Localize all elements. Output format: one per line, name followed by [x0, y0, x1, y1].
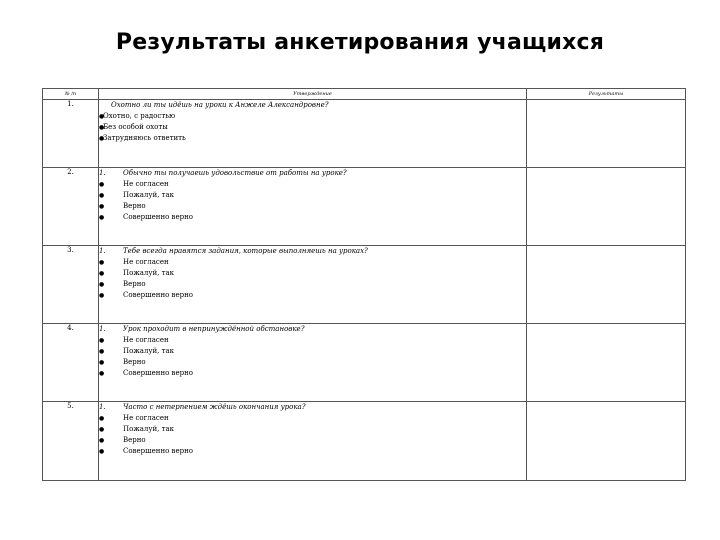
- question-enum: 1.: [99, 169, 106, 177]
- bullet-icon: ●: [99, 415, 105, 422]
- answer-option: [99, 212, 526, 223]
- result-cell: [527, 100, 686, 168]
- bullet-icon: ●: [99, 359, 105, 366]
- question-text: Урок проходит в непринуждённой обстановке?: [123, 325, 305, 333]
- option-label: Не согласен: [123, 336, 169, 344]
- question-line: [99, 168, 526, 179]
- bullet-icon: ●: [99, 370, 105, 377]
- answer-option: [99, 133, 526, 144]
- answer-option: [99, 257, 526, 268]
- table-header-row: [43, 89, 686, 100]
- answer-option: [99, 201, 526, 212]
- option-label: Совершенно верно: [123, 447, 193, 455]
- option-label: Совершенно верно: [123, 369, 193, 377]
- option-label: Верно: [123, 202, 146, 210]
- option-label: Пожалуй, так: [123, 191, 175, 199]
- answer-option: [99, 122, 526, 133]
- option-label: Пожалуй, так: [123, 425, 175, 433]
- question-cell: [99, 246, 527, 324]
- survey-table: [42, 88, 686, 481]
- page-title: Результаты анкетирования учащихся: [115, 30, 605, 55]
- question-text: Тебе всегда нравятся задания, которые выполняешь на уроках?: [123, 247, 368, 255]
- answer-option: [99, 179, 526, 190]
- row-number: 5.: [43, 402, 99, 481]
- result-cell: [527, 402, 686, 481]
- header-question: Утверждение: [99, 89, 527, 100]
- bullet-icon: ●: [99, 113, 105, 120]
- bullet-icon: ●: [99, 214, 105, 221]
- answer-option: [99, 424, 526, 435]
- option-label: Не согласен: [123, 414, 169, 422]
- answer-option: [99, 346, 526, 357]
- bullet-icon: ●: [99, 124, 105, 131]
- question-cell: [99, 324, 527, 402]
- bullet-icon: ●: [99, 192, 105, 199]
- question-enum: 1.: [99, 403, 106, 411]
- bullet-icon: ●: [99, 135, 105, 142]
- answer-option: [99, 368, 526, 379]
- answer-option: [99, 413, 526, 424]
- header-number: № /п: [43, 89, 99, 100]
- answer-option: [99, 279, 526, 290]
- question-line: [99, 246, 526, 257]
- bullet-icon: ●: [99, 348, 105, 355]
- question-cell: [99, 168, 527, 246]
- question-enum: 1.: [99, 247, 106, 255]
- row-number: 3.: [43, 246, 99, 324]
- answer-option: [99, 335, 526, 346]
- bullet-icon: ●: [99, 281, 105, 288]
- question-cell: [99, 100, 527, 168]
- answer-option: [99, 446, 526, 457]
- result-cell: [527, 246, 686, 324]
- answer-option: [99, 435, 526, 446]
- option-label: Охотно, с радостью: [103, 112, 176, 120]
- option-label: Совершенно верно: [123, 291, 193, 299]
- table-row: [43, 402, 686, 481]
- bullet-icon: ●: [99, 181, 105, 188]
- option-label: Без особой охоты: [103, 123, 168, 131]
- option-label: Верно: [123, 436, 146, 444]
- bullet-icon: ●: [99, 437, 105, 444]
- answer-option: [99, 111, 526, 122]
- bullet-icon: ●: [99, 203, 105, 210]
- option-label: Верно: [123, 358, 146, 366]
- table-row: [43, 246, 686, 324]
- bullet-icon: ●: [99, 426, 105, 433]
- row-number: 1.: [43, 100, 99, 168]
- result-cell: [527, 324, 686, 402]
- question-enum: 1.: [99, 325, 106, 333]
- question-line: [99, 402, 526, 413]
- option-label: Не согласен: [123, 258, 169, 266]
- bullet-icon: ●: [99, 270, 105, 277]
- option-label: Пожалуй, так: [123, 347, 175, 355]
- bullet-icon: ●: [99, 259, 105, 266]
- answer-option: [99, 190, 526, 201]
- question-text: Часто с нетерпением ждёшь окончания урока?: [123, 403, 306, 411]
- question-text: Обычно ты получаешь удовольствие от работы на уроке?: [123, 169, 347, 177]
- answer-option: [99, 290, 526, 301]
- bullet-icon: ●: [99, 337, 105, 344]
- answer-option: [99, 268, 526, 279]
- option-label: Совершенно верно: [123, 213, 193, 221]
- table-row: [43, 100, 686, 168]
- question-line: [99, 324, 526, 335]
- option-label: Затрудняюсь ответить: [103, 134, 186, 142]
- bullet-icon: ●: [99, 448, 105, 455]
- answer-option: [99, 357, 526, 368]
- question-text: Охотно ли ты идёшь на уроки к Анжеле Александровне?: [111, 101, 329, 109]
- option-label: Пожалуй, так: [123, 269, 175, 277]
- option-label: Не согласен: [123, 180, 169, 188]
- table-row: [43, 324, 686, 402]
- option-label: Верно: [123, 280, 146, 288]
- header-result: Результаты: [527, 89, 686, 100]
- row-number: 2.: [43, 168, 99, 246]
- bullet-icon: ●: [99, 292, 105, 299]
- question-cell: [99, 402, 527, 481]
- table-row: [43, 168, 686, 246]
- row-number: 4.: [43, 324, 99, 402]
- result-cell: [527, 168, 686, 246]
